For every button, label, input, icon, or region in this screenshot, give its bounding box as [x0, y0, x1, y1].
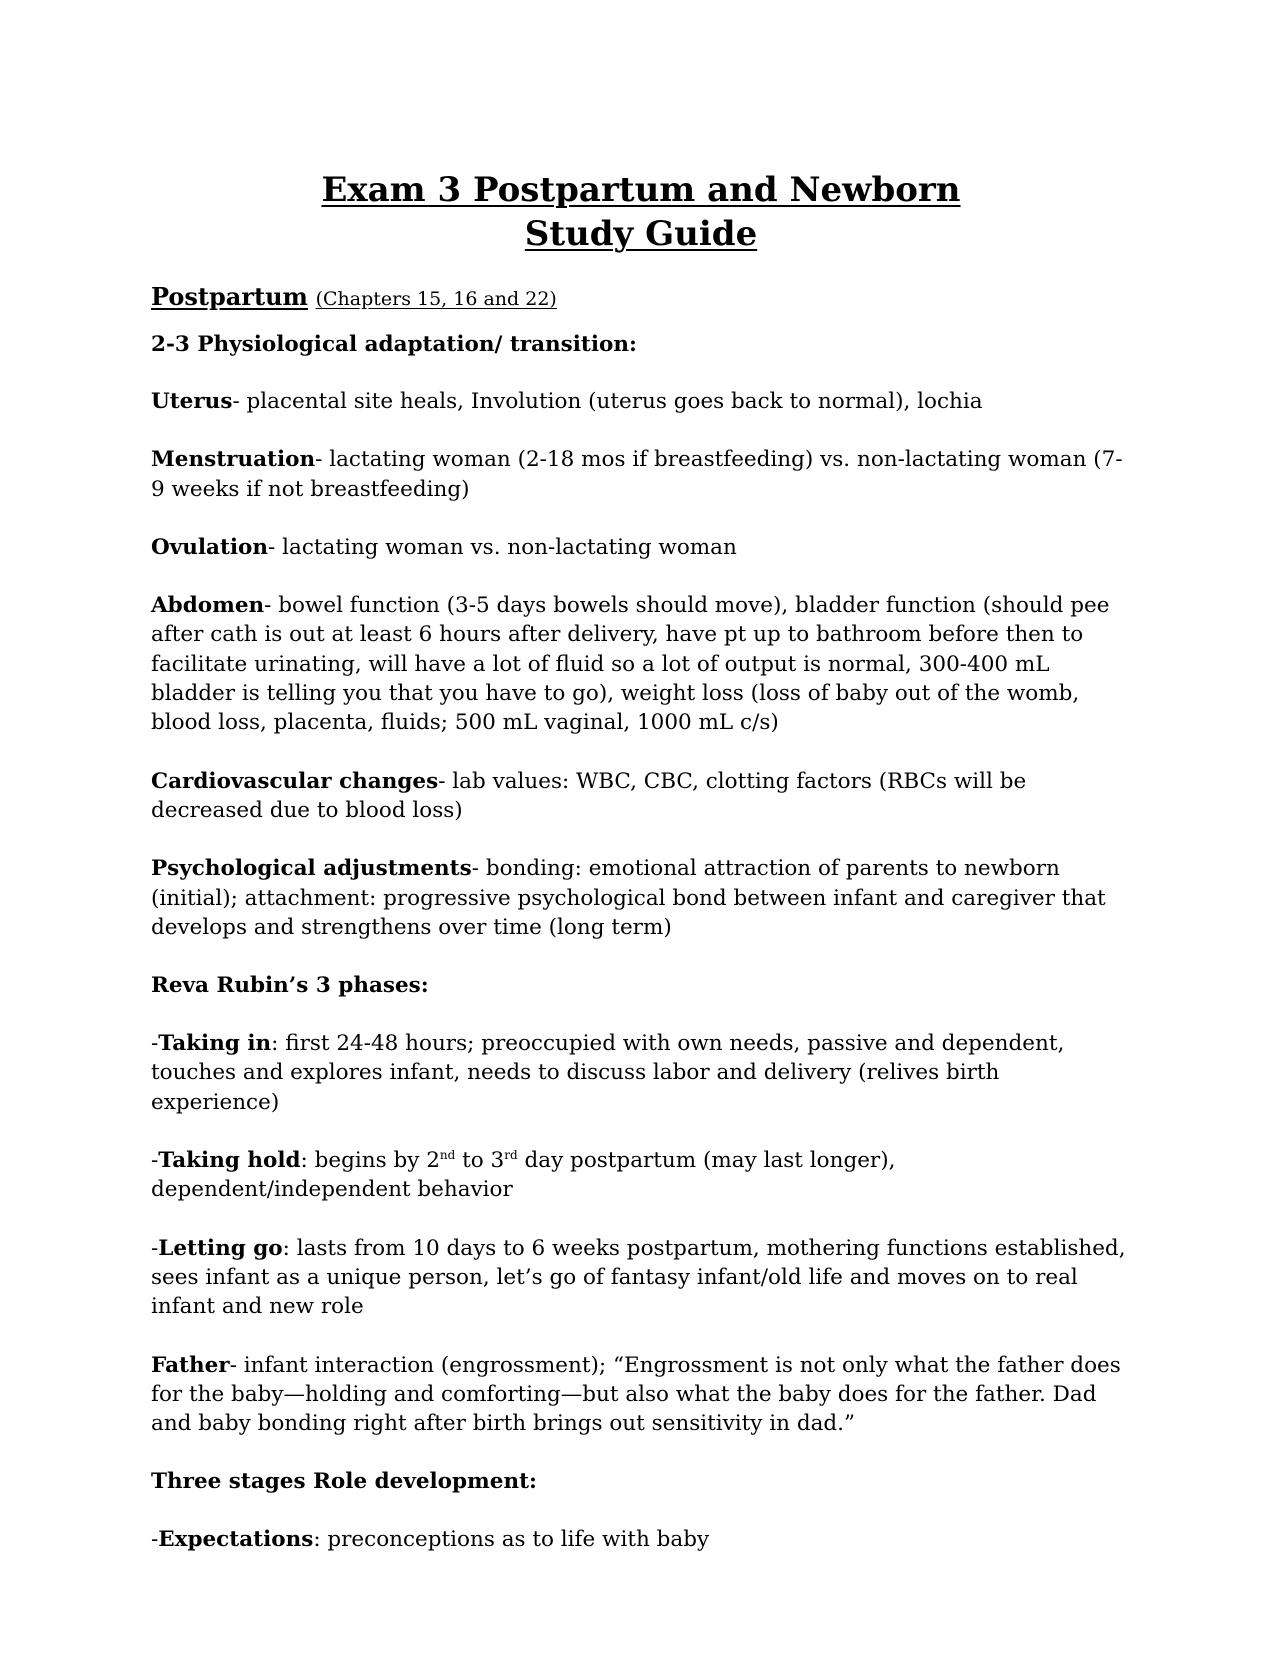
phase-prefix: -	[151, 1031, 159, 1057]
phase-sup-rd: rd	[504, 1147, 518, 1162]
title-line-2: Study Guide	[524, 214, 758, 254]
item-text: - bonding: emotional attraction of parents to newborn (initial); attachment: progressive psychological bond between infant and caregiver that develops and strengthens over time (long term)	[151, 856, 1106, 940]
phase-text-a: : begins by 2	[300, 1148, 440, 1174]
phase-text-c: day postpartum (may last longer), dependent/independent behavior	[151, 1148, 896, 1203]
stage-term: Expectations	[158, 1527, 314, 1553]
section-heading-chapters: (Chapters 15, 16 and 22)	[315, 288, 557, 310]
item-ovulation	[151, 533, 1131, 562]
phase-text: : lasts from 10 days to 6 weeks postpartum, mothering functions established, sees infant as a unique person, let’s go of fantasy infant/old life and moves on to real infant and new role	[151, 1235, 1126, 1320]
document-title	[151, 168, 1131, 256]
section-heading-postpartum	[151, 282, 1131, 314]
item-uterus	[151, 387, 1131, 416]
phase-prefix: -	[151, 1235, 159, 1261]
item-abdomen	[151, 591, 1131, 737]
item-term: Psychological adjustments	[151, 856, 472, 882]
phase-letting-go	[151, 1234, 1131, 1322]
document-content	[151, 168, 1131, 1555]
phase-term: Letting go	[158, 1235, 283, 1261]
item-text: - lactating woman (2-18 mos if breastfeeding) vs. non-lactating woman (7-9 weeks if not breastfeeding)	[151, 447, 1123, 502]
title-line-1: Exam 3 Postpartum and Newborn	[321, 170, 961, 210]
phase-text: : first 24-48 hours; preoccupied with own needs, passive and dependent, touches and explores infant, needs to discuss labor and delivery (relives birth experience)	[151, 1031, 1065, 1115]
section-heading-main: Postpartum	[151, 282, 308, 311]
item-term: Uterus	[151, 389, 233, 414]
item-text: - lactating woman vs. non-lactating woman	[268, 534, 737, 560]
stage-text: : preconceptions as to life with baby	[313, 1527, 710, 1553]
phase-taking-in	[151, 1029, 1131, 1117]
item-father	[151, 1351, 1131, 1439]
item-text: - bowel function (3-5 days bowels should move), bladder function (should pee after cath is out at least 6 hours after delivery, have pt up to bathroom before then to facilitate urinating, will have a lot of fluid so a lot of output is normal, 300-400 mL bladder is telling you that you have to go), weight loss (loss of baby out of the womb, blood loss, placenta, fluids; 500 mL vaginal, 1000 mL c/s)	[151, 593, 1110, 736]
item-term: Abdomen	[151, 593, 265, 619]
item-text: - placental site heals, Involution (uterus goes back to normal), lochia	[232, 389, 983, 414]
role-development-heading: Three stages Role development:	[151, 1469, 537, 1495]
phase-sup-nd: nd	[439, 1147, 456, 1162]
item-cardiovascular	[151, 767, 1131, 826]
item-term: Menstruation	[151, 447, 316, 473]
phase-prefix: -	[151, 1148, 159, 1174]
item-term: Father	[151, 1352, 230, 1378]
phase-taking-hold	[151, 1146, 1131, 1205]
item-menstruation	[151, 445, 1131, 504]
item-psychological	[151, 854, 1131, 942]
phase-term: Taking hold	[158, 1148, 301, 1174]
item-term: Cardiovascular changes	[151, 768, 439, 794]
phase-text-b: to 3	[455, 1148, 505, 1174]
item-term: Ovulation	[151, 534, 269, 560]
item-text: - lab values: WBC, CBC, clotting factors (RBCs will be decreased due to blood loss)	[151, 768, 1027, 823]
stage-expectations	[151, 1525, 1131, 1554]
rubin-heading: Reva Rubin’s 3 phases:	[151, 973, 429, 999]
item-text: - infant interaction (engrossment); “Engrossment is not only what the father does for the baby—holding and comforting—but also what the baby does for the father. Dad and baby bonding right after birth brings out sensitivity in dad.”	[151, 1352, 1121, 1437]
stage-prefix: -	[151, 1527, 159, 1553]
phase-term: Taking in	[158, 1031, 272, 1057]
physiological-heading: 2-3 Physiological adaptation/ transition:	[151, 332, 637, 357]
